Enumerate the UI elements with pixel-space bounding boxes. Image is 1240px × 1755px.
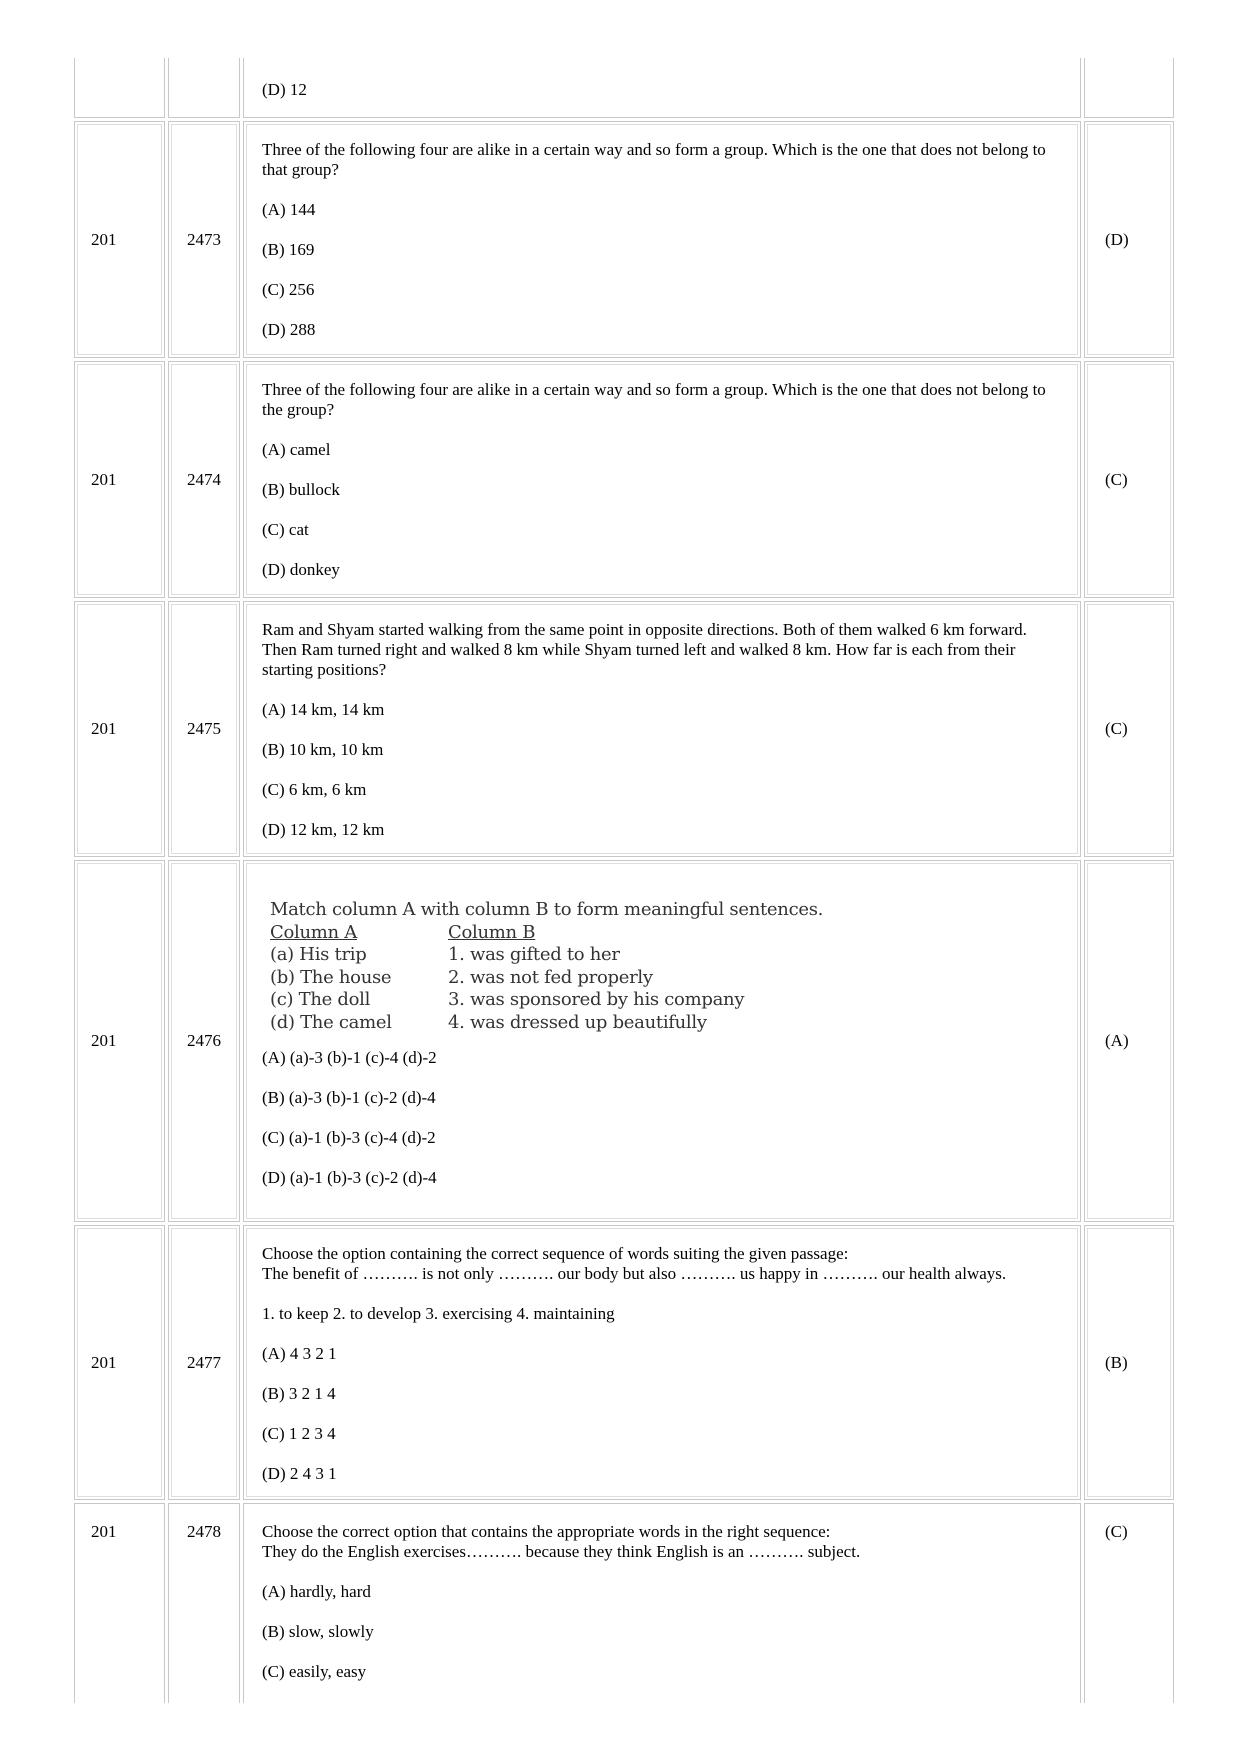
question-id: 2476 bbox=[187, 1031, 221, 1050]
match-heading: Match column A with column B to form meaningful sentences. bbox=[270, 899, 824, 920]
table-row bbox=[74, 121, 1174, 358]
column-a-item: (c) The doll bbox=[270, 989, 371, 1010]
column-a-item: (a) His trip bbox=[270, 944, 367, 965]
option: (C) (a)-1 (b)-3 (c)-4 (d)-2 bbox=[262, 1128, 436, 1147]
subject-code: 201 bbox=[91, 1522, 117, 1541]
subject-code-cell bbox=[74, 860, 165, 1222]
question-id-cell bbox=[168, 1503, 240, 1703]
option: (A) (a)-3 (b)-1 (c)-4 (d)-2 bbox=[262, 1048, 437, 1067]
answer-cell bbox=[1084, 1225, 1174, 1500]
option: (A) hardly, hard bbox=[262, 1582, 371, 1601]
option: (C) easily, easy bbox=[262, 1662, 367, 1681]
question-cell bbox=[243, 860, 1081, 1222]
answer-cell bbox=[1084, 860, 1174, 1222]
question-cell bbox=[243, 58, 1081, 118]
column-b-item: 1. was gifted to her bbox=[448, 944, 620, 965]
table-row bbox=[74, 601, 1174, 857]
column-a-item: (d) The camel bbox=[270, 1011, 392, 1033]
subject-code-cell bbox=[74, 1503, 165, 1703]
question-id: 2477 bbox=[187, 1352, 221, 1372]
question-id-cell bbox=[168, 601, 240, 857]
table-row bbox=[74, 860, 1174, 1222]
match-columns-figure bbox=[270, 899, 1064, 1034]
passage: They do the English exercises………. because they think English is an ………. subject. bbox=[262, 1542, 861, 1561]
question-id-cell bbox=[168, 361, 240, 598]
column-a-title: Column A bbox=[270, 921, 357, 943]
subject-code: 201 bbox=[91, 469, 117, 489]
column-b-title: Column B bbox=[448, 921, 536, 943]
option: (D) donkey bbox=[262, 560, 340, 579]
question-cell bbox=[243, 361, 1081, 598]
option: (A) 4 3 2 1 bbox=[262, 1344, 337, 1363]
question-table bbox=[74, 58, 1174, 1703]
question-stem: Three of the following four are alike in a certain way and so form a group. Which is the one that does not belong to the group? bbox=[262, 380, 1046, 419]
answer-cell bbox=[1084, 361, 1174, 598]
column-b-item: 4. was dressed up beautifully bbox=[448, 1011, 707, 1033]
question-id-cell bbox=[168, 1225, 240, 1500]
column-b-item: 3. was sponsored by his company bbox=[448, 989, 745, 1010]
answer-cell bbox=[1084, 601, 1174, 857]
question-id: 2474 bbox=[187, 469, 221, 489]
question-id-cell bbox=[168, 58, 240, 118]
question-stem: Three of the following four are alike in a certain way and so form a group. Which is the one that does not belong to that group? bbox=[262, 140, 1046, 179]
subject-code: 201 bbox=[91, 1352, 117, 1372]
question-id: 2475 bbox=[187, 719, 221, 738]
subject-code: 201 bbox=[91, 229, 117, 249]
question-stem: Ram and Shyam started walking from the same point in opposite directions. Both of them walked 6 km forward. Then Ram turned right and walked 8 km while Shyam turned left and walked 8 km. How far is each from their starting positions? bbox=[262, 620, 1027, 679]
option: (C) 256 bbox=[262, 280, 315, 299]
answer-key: (B) bbox=[1105, 1352, 1128, 1372]
table-row bbox=[74, 58, 1174, 118]
subject-code-cell bbox=[74, 58, 165, 118]
word-list: 1. to keep 2. to develop 3. exercising 4. maintaining bbox=[262, 1304, 615, 1323]
option: (D) 2 4 3 1 bbox=[262, 1464, 337, 1483]
question-stem: Choose the option containing the correct sequence of words suiting the given passage: bbox=[262, 1244, 849, 1263]
subject-code-cell bbox=[74, 121, 165, 358]
question-cell bbox=[243, 601, 1081, 857]
option: (D) 288 bbox=[262, 320, 316, 339]
subject-code: 201 bbox=[91, 719, 117, 738]
question-id: 2473 bbox=[187, 229, 221, 249]
answer-cell bbox=[1084, 121, 1174, 358]
table-row bbox=[74, 1225, 1174, 1500]
question-cell bbox=[243, 1503, 1081, 1703]
answer-key: (D) bbox=[1105, 229, 1129, 249]
subject-code: 201 bbox=[91, 1031, 117, 1050]
option: (D) 12 km, 12 km bbox=[262, 820, 385, 839]
subject-code-cell bbox=[74, 361, 165, 598]
question-stem: Choose the correct option that contains the appropriate words in the right sequence: bbox=[262, 1522, 831, 1541]
option: (B) slow, slowly bbox=[262, 1622, 374, 1641]
question-cell bbox=[243, 1225, 1081, 1500]
question-id-cell bbox=[168, 121, 240, 358]
option: (C) 6 km, 6 km bbox=[262, 780, 367, 799]
option: (D) (a)-1 (b)-3 (c)-2 (d)-4 bbox=[262, 1168, 437, 1187]
option: (A) 144 bbox=[262, 200, 316, 219]
option: (A) camel bbox=[262, 440, 331, 459]
column-b-item: 2. was not fed properly bbox=[448, 966, 653, 988]
column-a-item: (b) The house bbox=[270, 966, 392, 988]
option: (B) 169 bbox=[262, 240, 315, 259]
table-row bbox=[74, 1503, 1174, 1703]
option: (A) 14 km, 14 km bbox=[262, 700, 385, 719]
subject-code-cell bbox=[74, 1225, 165, 1500]
answer-cell bbox=[1084, 58, 1174, 118]
option: (C) 1 2 3 4 bbox=[262, 1424, 336, 1443]
subject-code-cell bbox=[74, 601, 165, 857]
option: (B) (a)-3 (b)-1 (c)-2 (d)-4 bbox=[262, 1088, 436, 1107]
answer-cell bbox=[1084, 1503, 1174, 1703]
question-id: 2478 bbox=[187, 1522, 221, 1541]
question-cell bbox=[243, 121, 1081, 358]
option: (C) cat bbox=[262, 520, 309, 539]
question-id-cell bbox=[168, 860, 240, 1222]
option: (D) 12 bbox=[262, 80, 307, 99]
answer-key: (C) bbox=[1105, 1522, 1128, 1541]
answer-key: (C) bbox=[1105, 719, 1128, 738]
passage: The benefit of ………. is not only ………. our body but also ………. us happy in ………. our health always. bbox=[262, 1264, 1007, 1283]
table-row bbox=[74, 361, 1174, 598]
option: (B) 3 2 1 4 bbox=[262, 1384, 336, 1403]
answer-key: (C) bbox=[1105, 469, 1128, 489]
option: (B) bullock bbox=[262, 480, 340, 499]
option: (B) 10 km, 10 km bbox=[262, 740, 384, 759]
answer-key: (A) bbox=[1105, 1031, 1129, 1050]
